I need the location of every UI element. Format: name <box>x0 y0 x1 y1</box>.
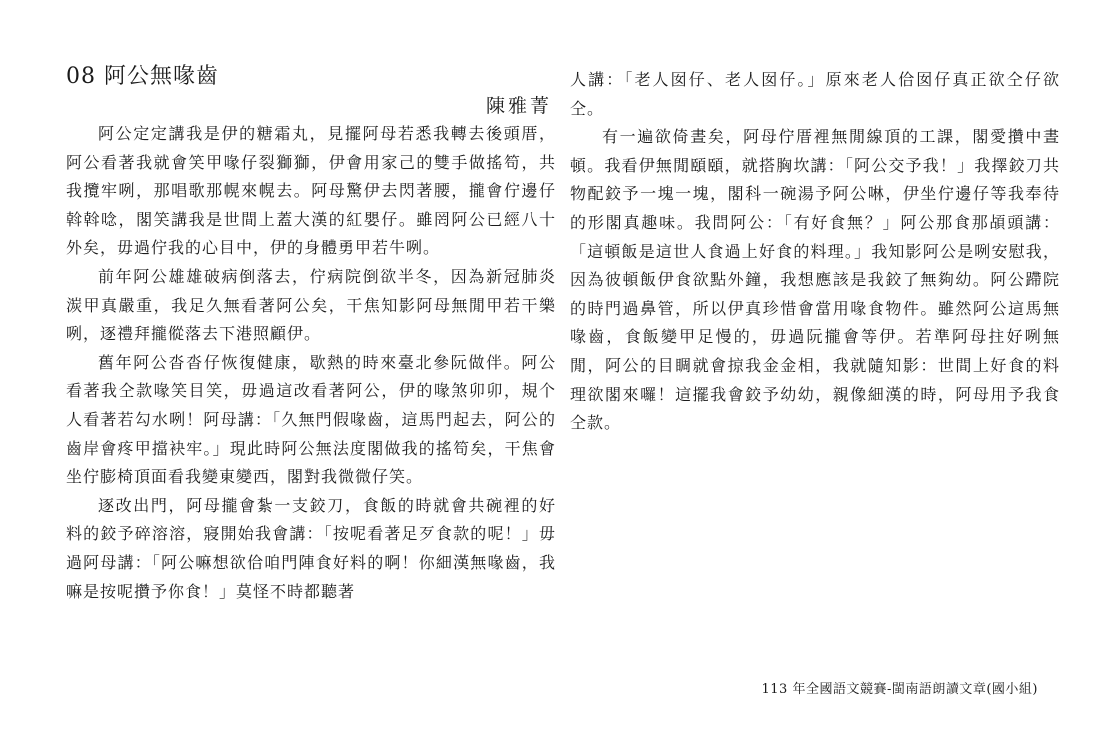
paragraph-1: 阿公定定講我是伊的糖霜丸，見擺阿母若悉我轉去後頭厝，阿公看著我就會笑甲喙仔裂獅獅，伊會用家己的雙手做搖笱，共我攬牢咧，那唱歌那幌來幌去。阿母驚伊去閃著腰，攏會佇邊仔斡斡唸，閣笑講我是世間上蓋大漢的紅嬰仔。雖罔阿公已經八十外矣，毋過佇我的心目中，伊的身體勇甲若牛咧。 <box>66 124 556 258</box>
left-column <box>66 62 556 606</box>
article-author: 陳雅菁 <box>485 95 552 117</box>
paragraph-2: 前年阿公雄雄破病倒落去，佇病院倒欲半冬，因為新冠肺炎湠甲真嚴重，我足久無看著阿公矣，干焦知影阿母無閒甲若干樂咧，逐禮拜攏傱落去下港照顧伊。 <box>66 266 556 344</box>
paragraph-3: 舊年阿公沓沓仔恢復健康，歇熱的時來臺北參阮做伴。阿公看著我仝款喙笑目笑，毋過這改看著阿公，伊的喙煞卯卯，規个人看著若勾水咧！阿母講：「久無門假喙齒，這馬門起去，阿公的齒岸會疼甲擋袂牢。」現此時阿公無法度閣做我的搖笱矣，干焦會坐佇膨椅頂面看我變東變西，閣對我微微仔笑。 <box>66 352 556 487</box>
paragraph-4-continued: 人講：「老人囡仔、老人囡仔。」原來老人佮囡仔真正欲仝仔欲仝。 <box>570 70 1060 118</box>
right-column <box>570 66 1060 438</box>
page-footer: 113 年全國語文競賽-閩南語朗讀文章(國小組) <box>761 682 1038 697</box>
article-title: 08 阿公無喙齒 <box>66 64 219 89</box>
paragraph-5: 有一遍欲倚晝矣，阿母佇厝裡無閒線頂的工課，閣愛攢中晝頓。我看伊無閒頤頤，就搭胸坎講：「阿公交予我！」我擇鉸刀共物配鉸予一塊一塊，閣科一碗湯予阿公啉，伊坐佇邊仔等我奉待的形閣真趣味。我問阿公：「有好食無？」阿公那食那頕頭講：「這頓飯是這世人食過上好食的料理。」我知影阿公是咧安慰我，因為彼頓飯伊食欲點外鐘，我想應該是我鉸了無夠幼。阿公蹛院的時門過鼻管，所以伊真珍惜會當用喙食物件。雖然阿公這馬無喙齒，食飯變甲足慢的，毋過阮攏會等伊。若準阿母拄好咧無閒，阿公的目睭就會掠我金金相，我就隨知影：世間上好食的料理欲閣來囉！這擺我會鉸予幼幼，親像細漢的時，阿母用予我食仝款。 <box>570 127 1060 433</box>
paragraph-4: 逐改出門，阿母攏會紮一支鉸刀，食飯的時就會共碗裡的好料的鉸予碎溶溶，寢開始我會講：「按呢看著足歹食款的呢！」毋過阿母講：「阿公嘛想欲佮咱門陣食好料的啊！你細漢無喙齒，我嘛是按呢攢予你食！」莫怪不時都聽著 <box>66 495 556 601</box>
